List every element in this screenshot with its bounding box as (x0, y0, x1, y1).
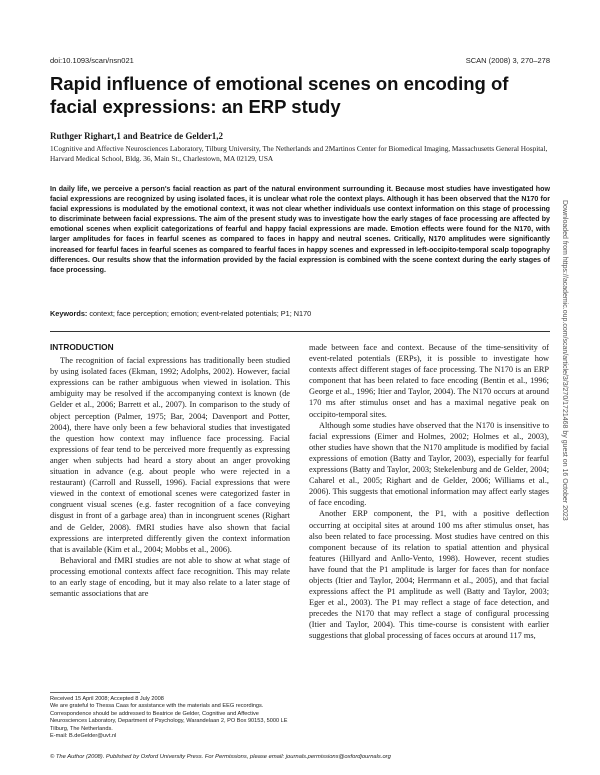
right-column (309, 342, 549, 748)
footnote-correspondence: Correspondence should be addressed to Beatrice de Gelder, Cognitive and Affective Neurosciences Laboratory, Department of Psychology, Warandelaan 2, PO Box 90153, 5000 LE Tilburg, The Netherlands. (50, 710, 288, 732)
left-column (50, 342, 290, 690)
paragraph: Another ERP component, the P1, with a positive deflection occurring at occipital sites at around 100 ms after stimulus onset, has also been related to face processing. Most studies have centred on this component because of its relation to spatial attention and physical features (Hillyard and Anllo-Vento, 1998). However, recent studies have found that the P1 amplitude is larger for faces than for nonface objects (Itier and Taylor, 2004; Herrmann et al., 2005), and that facial expressions affect the P1 amplitude as well (Batty and Taylor, 2003; Eger et al., 2003). The P1 may reflect a stage of face detection, and precedes the N170 that may reflect a stage of configural processing (Itier and Taylor, 2004). This time-course is consistent with earlier suggestions that global processing of faces occurs at around 117 ms, (309, 509, 549, 641)
abstract: In daily life, we perceive a person's facial reaction as part of the natural environment surrounding it. Because most studies have investigated how facial expressions are recognized by using isolated faces, it is unclear what role the context plays. Although it has been observed that the N170 for facial expressions is modulated by the emotional context, it was not clear whether individuals use context information on this stage of processing to discriminate between facial expressions. The aim of the present study was to investigate how the early stages of face processing are affected by emotional scenes when explicit categorizations of fearful and happy facial expressions are made. Emotion effects were found for the N170, with larger amplitudes for faces in fearful scenes as compared to faces in happy and neutral scenes. Critically, N170 amplitudes were significantly increased for fearful faces in fearful scenes as compared to fearful faces in happy scenes and expressed in left-occipito-temporal scalp topography differences. Our results show that the information provided by the facial expression is combined with the scene context during the early stages of face processing. (50, 185, 550, 274)
authors: Ruthger Righart,1 and Beatrice de Gelder1,2 (50, 131, 224, 141)
keywords (50, 309, 550, 318)
affiliation: 1Cognitive and Affective Neurosciences Laboratory, Tilburg University, The Netherlands and 2Martinos Center for Biomedical Imaging, Massachusetts General Hospital, Harvard Medical School, Bldg. 36, Main St., Charlestown, MA 02129, USA (50, 144, 548, 163)
footnote-email: E-mail: B.deGelder@uvt.nl (50, 733, 117, 740)
paragraph: The recognition of facial expressions has traditionally been studied by using isolated faces (Ekman, 1992; Adolphs, 2002). However, facial expressions can be rather ambiguous when viewed in isolation. This ambiguity may be resolved if the accompanying context is known (de Gelder et al., 2006; Barrett et al., 2007). In comparison to the study of object perception (Palmer, 1975; Bar, 2004; Davenport and Potter, 2004), there have only been a few behavioral studies that investigated the question how context may influence face processing. Facial expressions of fear tend to be perceived more frequently as expressing anger when subjects had heard a story about an anger provoking situation in advance (e.g. about people who were rejected in a restaurant) (Carroll and Russell, 1996). Facial expressions that were viewed in the context of emotional scenes were categorized faster in congruent visual scenes (e.g. faster recognition of a face conveying disgust in front of a garbage area) than in incongruent scenes (Righart and de Gelder, 2008). fMRI studies have also shown that facial expressions are interpreted differently given the context information that is available (Kim et al., 2004; Mobbs et al., 2006). (50, 356, 290, 554)
section-divider (50, 331, 550, 332)
paragraph: made between face and context. Because of the time-sensitivity of event-related potentials (ERPs), it is possible to investigate how contexts affect different stages of face processing. The N170 is an ERP component that has been related to face encoding (Bentin et al., 1996; George et al., 1996; Itier and Taylor, 2004). The N170 occurs at around 170 ms after stimulus onset and has a maximal negative peak on occipito-temporal sites. (309, 343, 549, 419)
footnote-divider (50, 692, 140, 693)
footnotes (50, 696, 290, 740)
keywords-text: context; face perception; emotion; event-related potentials; P1; N170 (89, 309, 312, 318)
keywords-label: Keywords: (50, 309, 88, 318)
doi: doi:10.1093/scan/nsn021 (50, 56, 134, 65)
intro-heading: INTRODUCTION (50, 342, 114, 352)
article-title: Rapid influence of emotional scenes on encoding of facial expressions: an ERP study (50, 73, 509, 117)
footnote-received: Received 15 April 2008; Accepted 8 July 2008 (50, 696, 164, 702)
download-watermark: Downloaded from https://academic.oup.com/scan/article/3/3/270/1721468 by guest on 16 October 2023 (561, 200, 568, 521)
copyright: © The Author (2008). Published by Oxford University Press. For Permissions, please email: journals.permissions@oxfordjournals.org (50, 754, 391, 760)
paragraph: Behavioral and fMRI studies are not able to show at what stage of processing emotional contexts affect face recognition. This may relate to an early stage of encoding, but it may also relate to a later stage of semantic associations that are (50, 555, 290, 599)
journal-reference: SCAN (2008) 3, 270–278 (465, 56, 550, 65)
footnote-acknowledgement: We are grateful to Thessa Caas for assistance with the materials and EEG recordings. (50, 703, 264, 710)
paragraph: Although some studies have observed that the N170 is insensitive to facial expressions (Eimer and Holmes, 2002; Holmes et al., 2003), other studies have shown that the N170 amplitude is modified by facial expressions of emotion (Batty and Taylor, 2003), especially for fearful expressions (Batty and Taylor, 2003; Stekelenburg and de Gelder, 2004; Caharel et al., 2005; Righart and de Gelder, 2006; Williams et al., 2006). This suggests that emotional information may affect early stages of face encoding. (309, 420, 549, 508)
